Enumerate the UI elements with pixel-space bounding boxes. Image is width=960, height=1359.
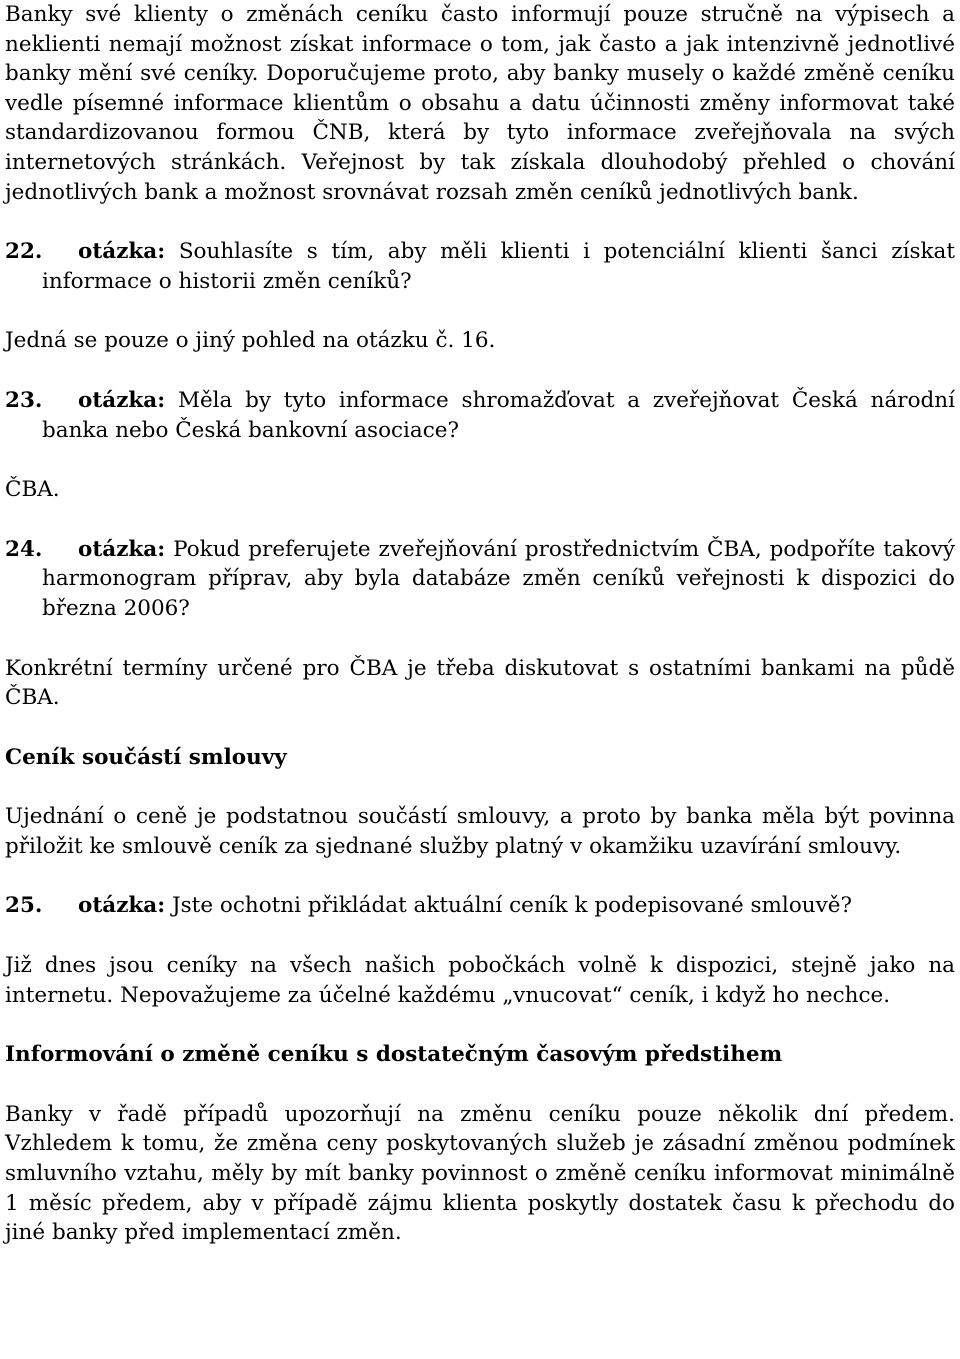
- question-25: [5, 891, 955, 921]
- question-text: Pokud preferujete zveřejňování prostřednictvím ČBA, podpoříte takový harmonogram příprav, aby byla databáze změn ceníků veřejnosti k dispozici do března 2006?: [42, 536, 955, 621]
- answer-22: Jedná se pouze o jiný pohled na otázku č. 16.: [5, 328, 496, 354]
- question-label: otázka:: [78, 239, 166, 265]
- question-22: [5, 237, 955, 296]
- paragraph-intro: Banky své klienty o změnách ceníku často informují pouze stručně na výpisech a neklienti nemají možnost získat informace o tom, jak často a jak intenzivně jednotlivé banky mění své ceníky. Doporučujeme proto, aby banky musely o každé změně ceníku vedle písemné informace klientům o obsahu a datu účinnosti změny informovat také standardizovanou formou ČNB, která by tyto informace zveřejňovala na svých internetových stránkách. Veřejnost by tak získala dlouhodobý přehled o chování jednotlivých bank a možnost srovnávat rozsah změn ceníků jednotlivých bank.: [5, 2, 955, 205]
- section-heading: Informování o změně ceníku s dostatečným časovým předstihem: [5, 1042, 783, 1068]
- answer-24: Konkrétní termíny určené pro ČBA je třeba diskutovat s ostatními bankami na půdě ČBA.: [5, 655, 955, 711]
- question-number: 23.: [5, 387, 43, 413]
- question-number: 25.: [5, 893, 43, 919]
- question-label: otázka:: [78, 536, 166, 562]
- question-text: Jste ochotni přikládat aktuální ceník k podepisované smlouvě?: [165, 893, 853, 919]
- question-24: [5, 535, 955, 624]
- document-page: [5, 0, 955, 1248]
- answer-25: Již dnes jsou ceníky na všech našich pobočkách volně k dispozici, stejně jako na internetu. Nepovažujeme za účelné každému „vnucovat“ ceník, i když ho nechce.: [5, 953, 955, 1008]
- question-number: 24.: [5, 536, 43, 562]
- question-text: Souhlasíte s tím, aby měli klienti i potenciální klienti šanci získat informace o historii změn ceníků?: [42, 239, 955, 294]
- paragraph-contract: Ujednání o ceně je podstatnou součástí smlouvy, a proto by banka měla být povinna přiložit ke smlouvě ceník za sjednané služby platný v okamžiku uzavírání smlouvy.: [5, 804, 955, 859]
- question-number: 22.: [5, 239, 43, 265]
- paragraph-notice: Banky v řadě případů upozorňují na změnu ceníku pouze několik dní předem. Vzhledem k tomu, že změna ceny poskytovaných služeb je zásadní změnou podmínek smluvního vztahu, měly by mít banky povinnost o změně ceníku informovat minimálně 1 měsíc předem, aby v případě zájmu klienta poskytly dostatek času k přechodu do jiné banky před implementací změn.: [5, 1101, 955, 1246]
- answer-23: ČBA.: [5, 477, 60, 503]
- question-label: otázka:: [78, 387, 166, 413]
- question-label: otázka:: [78, 893, 166, 919]
- question-23: [5, 386, 955, 445]
- section-heading: Ceník součástí smlouvy: [5, 744, 287, 770]
- question-text: Měla by tyto informace shromažďovat a zveřejňovat Česká národní banka nebo Česká bankovní asociace?: [42, 387, 955, 443]
